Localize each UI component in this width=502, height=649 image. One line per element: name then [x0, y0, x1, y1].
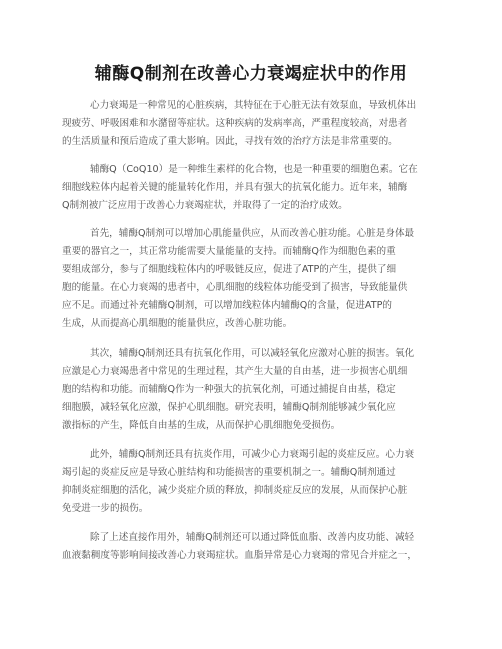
text-line: 胞的能量。在心力衰竭的患者中，心肌细胞的线粒体功能受到了损害，导致能量供 — [62, 282, 408, 293]
text-line: 竭引起的炎症反应是导致心脏结构和功能损害的重要机制之一。辅酶Q制剂通过 — [62, 467, 396, 478]
paragraph-1 — [62, 97, 440, 151]
text-line: 辅酶Q（CoQ10）是一种维生素样的化合物，也是一种重要的细胞色素。它在 — [90, 164, 418, 175]
text-line: 血液黏稠度等影响间接改善心力衰竭症状。血脂异常是心力衰竭的常见合并症之一， — [62, 550, 417, 561]
text-line: 重要的器官之一，其正常功能需要大量能量的支持。而辅酶Q作为细胞色素的重 — [62, 246, 396, 257]
text-line: 生成，从而提高心肌细胞的能量供应，改善心脏功能。 — [62, 318, 293, 329]
text-line: 应不足。而通过补充辅酶Q制剂，可以增加线粒体内辅酶Q的含量，促进ATP的 — [62, 300, 392, 311]
text-line: 抑制炎症细胞的活化，减少炎症介质的释放，抑制炎症反应的发展，从而保护心脏 — [62, 485, 408, 496]
text-line: 心力衰竭是一种常见的心脏疾病，其特征在于心脏无法有效泵血，导致机体出 — [90, 100, 417, 111]
paragraph-6 — [62, 529, 440, 565]
text-line: 的生活质量和预后造成了重大影响。因此，寻找有效的治疗方法是非常重要的。 — [62, 136, 398, 147]
text-line: 首先，辅酶Q制剂可以增加心肌能量供应，从而改善心脏功能。心脏是身体最 — [90, 228, 415, 239]
text-line: 细胞线粒体内起着关键的能量转化作用，并具有强大的抗氧化能力。近年来，辅酶 — [62, 182, 408, 193]
text-line: 要组成部分，参与了细胞线粒体内的呼吸链反应，促进了ATP的产生，提供了细 — [62, 264, 397, 275]
paragraph-3 — [62, 225, 440, 333]
text-line: 其次，辅酶Q制剂还具有抗氧化作用，可以减轻氧化应激对心脏的损害。氧化 — [90, 348, 415, 359]
text-line: 此外，辅酶Q制剂还具有抗炎作用，可减少心力衰竭引起的炎症反应。心力衰 — [90, 449, 415, 460]
paragraph-2 — [62, 161, 440, 215]
text-line: 除了上述直接作用外，辅酶Q制剂还可以通过降低血脂、改善内皮功能、减轻 — [90, 532, 415, 543]
text-line: 细胞膜，减轻氧化应激，保护心肌细胞。研究表明，辅酶Q制剂能够减少氧化应 — [62, 402, 396, 413]
paragraph-4 — [62, 345, 440, 435]
document-title: 辅酶Q制剂在改善心力衰竭症状中的作用 — [94, 64, 408, 84]
text-line: Q制剂被广泛应用于改善心力衰竭症状，并取得了一定的治疗成效。 — [62, 200, 348, 211]
text-line: 现疲劳、呼吸困难和水潴留等症状。这种疾病的发病率高，严重程度较高，对患者 — [62, 118, 408, 129]
text-line: 应激是心力衰竭患者中常见的生理过程，其产生大量的自由基，进一步损害心肌细 — [62, 366, 408, 377]
text-line: 免受进一步的损伤。 — [62, 503, 149, 514]
text-line: 激指标的产生，降低自由基的生成，从而保护心肌细胞免受损伤。 — [62, 420, 341, 431]
paragraph-5 — [62, 446, 440, 518]
text-line: 胞的结构和功能。而辅酶Q作为一种强大的抗氧化剂，可通过捕捉自由基，稳定 — [62, 384, 396, 395]
